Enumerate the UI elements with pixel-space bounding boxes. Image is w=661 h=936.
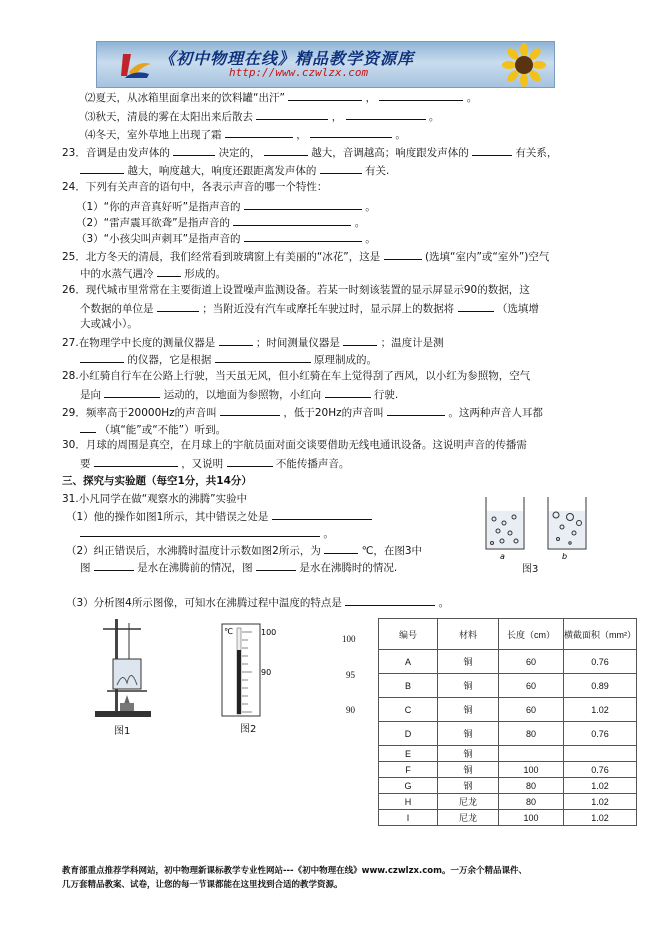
answer-blank[interactable] <box>225 126 293 138</box>
cell: D <box>379 722 438 746</box>
answer-blank[interactable] <box>80 351 124 363</box>
col-material: 材料 <box>438 619 499 650</box>
q27-text: 的仪器，它是根据 <box>127 354 212 366</box>
cell: 铜 <box>438 746 499 762</box>
answer-blank[interactable] <box>244 198 362 210</box>
cell: 100 <box>499 810 564 826</box>
q23-text: 决定的， <box>218 147 261 159</box>
answer-blank[interactable] <box>472 144 512 156</box>
period: 。 <box>438 597 450 609</box>
q22-text: ⑶秋天，清晨的雾在太阳出来后散去 <box>85 111 253 123</box>
q31-text: 是水在沸腾时的情况. <box>299 562 398 574</box>
q28-text: 运动的，以地面为参照物，小红向 <box>163 389 322 401</box>
period: 。 <box>395 129 406 141</box>
q31-text: （3）分析图4所示图像，可知水在沸腾过程中温度的特点是 <box>66 597 342 609</box>
comma: ， <box>331 111 343 123</box>
answer-blank[interactable] <box>272 508 372 520</box>
materials-table <box>378 618 637 826</box>
q27-text: 27.在物理学中长度的测量仪器是 <box>62 337 216 349</box>
q28-line1: 28.小红骑自行车在公路上行驶，当天虽无风，但小红骑在车上觉得刮了西风，以小红为参照物，空气 <box>62 370 531 382</box>
q29-text: 。这两种声音人耳都 <box>448 407 543 419</box>
table-header-row <box>379 619 637 650</box>
q29-text: 29．频率高于20000Hz的声音叫 <box>62 407 217 419</box>
q23-text: 有关. <box>365 165 390 177</box>
q26-line1: 26．现代城市里常常在主要街道上设置噪声监测设备。若某一时刻该装置的显示屏显示90的数据，这 <box>62 284 530 296</box>
answer-blank[interactable] <box>104 386 160 398</box>
cell: 铜 <box>438 722 499 746</box>
cell: I <box>379 810 438 826</box>
q31-text: （1）他的操作如图1所示，其中错误之处是 <box>66 511 269 523</box>
figure-3-caption: 图3 <box>522 564 539 575</box>
q29-text: （填“能”或“不能”）听到。 <box>99 424 227 436</box>
cell: 80 <box>499 722 564 746</box>
q29-text: ，低于20Hz的声音叫 <box>283 407 384 419</box>
table-row <box>379 778 637 794</box>
q23-line1 <box>62 144 557 160</box>
beaker-a <box>486 497 524 549</box>
answer-blank[interactable] <box>379 89 463 101</box>
figure-1-apparatus <box>93 615 153 720</box>
cell: 80 <box>499 794 564 810</box>
cell: 铜 <box>438 698 499 722</box>
q23-text: 越大，音调越高；响度跟发声体的 <box>311 147 469 159</box>
answer-blank[interactable] <box>80 162 124 174</box>
q23-line2 <box>80 162 389 178</box>
q31-text: （2）纠正错误后，水沸腾时温度计示数如图2所示，为 <box>66 545 321 557</box>
beaker-a-label: a <box>500 552 505 561</box>
answer-blank[interactable] <box>345 594 435 606</box>
table-row <box>379 674 637 698</box>
q31-part2-line1 <box>66 542 422 558</box>
cell: 1.02 <box>564 810 637 826</box>
answer-blank[interactable] <box>264 144 308 156</box>
q26-text: ；当附近没有汽车或摩托车驶过时，显示屏上的数据将 <box>202 303 455 315</box>
answer-blank[interactable] <box>219 334 253 346</box>
answer-blank[interactable] <box>343 334 377 346</box>
period: 。 <box>466 92 478 104</box>
q22-line2 <box>85 89 477 105</box>
answer-blank[interactable] <box>80 525 320 537</box>
table-row <box>379 762 637 778</box>
footer-line-2: 几万套精品教案、试卷，让您的每一节课都能在这里找到合适的教学资源。 <box>62 880 343 890</box>
q25-line1 <box>62 248 549 264</box>
cell: 1.02 <box>564 698 637 722</box>
cell: 铜 <box>438 762 499 778</box>
cell: B <box>379 674 438 698</box>
answer-blank[interactable] <box>80 421 96 433</box>
graph-y-label-90: 90 <box>346 705 355 715</box>
q31-stem: 31.小凡同学在做“观察水的沸腾”实验中 <box>62 493 248 505</box>
answer-blank[interactable] <box>244 230 362 242</box>
answer-blank[interactable] <box>320 162 362 174</box>
q25-text: 25．北方冬天的清晨，我们经常看到玻璃窗上有美丽的“冰花”，这是 <box>62 251 381 263</box>
thermometer-100-label: 100 <box>261 628 277 637</box>
q24-item2 <box>76 214 365 230</box>
q30-line2 <box>80 455 349 471</box>
answer-blank[interactable] <box>157 300 199 312</box>
q25-text: 中的水蒸气遇冷 <box>80 268 154 280</box>
q22-line3 <box>85 108 439 124</box>
answer-blank[interactable] <box>288 89 362 101</box>
answer-blank[interactable] <box>384 248 422 260</box>
q30-line1: 30．月球的周围是真空，在月球上的宇航员面对面交谈要借助无线电通讯设备。这说明声音的传播需 <box>62 439 527 451</box>
q26-text: （选填增 <box>496 303 539 315</box>
q24-text: （2）“雷声震耳欲聋”是指声音的 <box>76 217 231 229</box>
comma: ， <box>365 92 377 104</box>
answer-blank[interactable] <box>220 404 280 416</box>
sunflower-icon <box>502 43 546 87</box>
footer-line-1: 教育部重点推荐学科网站，初中物理新课标教学专业性网站---《初中物理在线》www.czwlzx.com。一万余个精品课件、 <box>62 866 527 876</box>
q25-text: 形成的。 <box>184 268 227 280</box>
answer-blank[interactable] <box>324 542 358 554</box>
figure-2-caption: 图2 <box>240 724 257 735</box>
q31-part3 <box>66 594 449 610</box>
graph-y-label-100: 100 <box>342 634 356 644</box>
cell: 0.76 <box>564 650 637 674</box>
q25-line2 <box>80 265 226 281</box>
graph-y-label-95: 95 <box>346 670 355 680</box>
cell: 1.02 <box>564 778 637 794</box>
q31-text: 图 <box>80 562 91 574</box>
q31-text: ℃，在图3中 <box>361 545 423 557</box>
table-row <box>379 810 637 826</box>
period: 。 <box>365 233 376 245</box>
q25-text: (选填“室内”或“室外”)空气 <box>424 251 550 263</box>
q29-line1 <box>62 404 543 420</box>
site-logo-icon <box>119 50 153 80</box>
cell: H <box>379 794 438 810</box>
figure-1-caption: 图1 <box>114 726 131 737</box>
answer-blank[interactable] <box>256 108 328 120</box>
header-banner <box>96 41 555 88</box>
cell: 铜 <box>438 674 499 698</box>
q23-text: 越大，响度越大，响度还跟距离发声体的 <box>127 165 317 177</box>
q31-part1-end <box>80 525 334 541</box>
cell: 尼龙 <box>438 794 499 810</box>
table-row <box>379 698 637 722</box>
answer-blank[interactable] <box>233 214 351 226</box>
col-number: 编号 <box>379 619 438 650</box>
q22-text: ⑷冬天，室外草地上出现了霜 <box>85 129 222 141</box>
page-footer <box>62 864 527 892</box>
q22-line4 <box>85 126 406 142</box>
cell: 0.76 <box>564 762 637 778</box>
cell: C <box>379 698 438 722</box>
q26-text: 个数据的单位是 <box>80 303 154 315</box>
q30-text: 要 <box>80 458 91 470</box>
q29-line2 <box>80 421 226 437</box>
q27-text: 原理制成的。 <box>314 354 378 366</box>
q27-text: ；温度计是测 <box>380 337 444 349</box>
figure-2-thermometer <box>218 622 280 718</box>
cell: 60 <box>499 698 564 722</box>
cell <box>564 746 637 762</box>
q24-item1 <box>76 198 376 214</box>
q31-text: 是水在沸腾前的情况，图 <box>137 562 253 574</box>
answer-blank[interactable] <box>458 300 494 312</box>
answer-blank[interactable] <box>157 265 181 277</box>
cell: 100 <box>499 762 564 778</box>
cell: A <box>379 650 438 674</box>
beaker-b <box>548 497 586 549</box>
thermometer-90-label: 90 <box>261 668 272 677</box>
table-row <box>379 746 637 762</box>
cell: F <box>379 762 438 778</box>
q30-text: ，又说明 <box>181 458 224 470</box>
answer-blank[interactable] <box>346 108 426 120</box>
comma: ， <box>296 129 307 141</box>
period: 。 <box>428 111 440 123</box>
q26-line2 <box>80 300 539 316</box>
period: 。 <box>323 528 334 540</box>
answer-blank[interactable] <box>173 144 215 156</box>
q30-text: 不能传播声音。 <box>275 458 350 470</box>
q23-text: 有关系， <box>515 147 558 159</box>
answer-blank[interactable] <box>325 386 371 398</box>
q28-text: 是向 <box>80 389 101 401</box>
cell: E <box>379 746 438 762</box>
cell: 钢 <box>438 778 499 794</box>
col-cross-section: 横截面积（mm²） <box>564 619 637 650</box>
cell: 0.76 <box>564 722 637 746</box>
cell: G <box>379 778 438 794</box>
beaker-b-label: b <box>562 552 568 561</box>
thermometer-unit-label: ℃ <box>224 627 233 636</box>
answer-blank[interactable] <box>94 455 178 467</box>
q24-stem: 24．下列有关声音的语句中，各表示声音的哪一个特性： <box>62 181 328 193</box>
q24-text: （1）“你的声音真好听”是指声音的 <box>76 201 241 213</box>
period: 。 <box>365 201 376 213</box>
q26-line3: 大或减小）。 <box>80 318 138 330</box>
cell: 0.89 <box>564 674 637 698</box>
table-row <box>379 794 637 810</box>
banner-title: 《初中物理在线》精品教学资源库 <box>159 49 415 68</box>
cell: 1.02 <box>564 794 637 810</box>
q28-line2 <box>80 386 398 402</box>
answer-blank[interactable] <box>387 404 445 416</box>
period: 。 <box>354 217 366 229</box>
q27-line1 <box>62 334 444 350</box>
answer-blank[interactable] <box>94 559 134 571</box>
answer-blank[interactable] <box>310 126 392 138</box>
q31-part2-line2 <box>80 559 397 575</box>
answer-blank[interactable] <box>256 559 296 571</box>
q24-item3 <box>76 230 376 246</box>
banner-url[interactable]: http://www.czwlzx.com <box>229 66 369 79</box>
q27-text: ；时间测量仪器是 <box>255 337 340 349</box>
q27-line2 <box>80 351 377 367</box>
cell: 尼龙 <box>438 810 499 826</box>
cell: 60 <box>499 674 564 698</box>
section-3-heading: 三、探究与实验题（每空1分，共14分） <box>62 475 252 487</box>
cell: 60 <box>499 650 564 674</box>
q28-text: 行驶. <box>373 389 399 401</box>
col-length: 长度（cm） <box>499 619 564 650</box>
q31-part1 <box>66 508 372 524</box>
cell: 铜 <box>438 650 499 674</box>
answer-blank[interactable] <box>227 455 273 467</box>
cell: 80 <box>499 778 564 794</box>
table-row <box>379 650 637 674</box>
answer-blank[interactable] <box>215 351 311 363</box>
q23-text: 23．音调是由发声体的 <box>62 147 170 159</box>
q24-text: （3）“小孩尖叫声刺耳”是指声音的 <box>76 233 241 245</box>
q22-text: ⑵夏天，从冰箱里面拿出来的饮料罐“出汗” <box>85 92 285 104</box>
table-row <box>379 722 637 746</box>
cell <box>499 746 564 762</box>
